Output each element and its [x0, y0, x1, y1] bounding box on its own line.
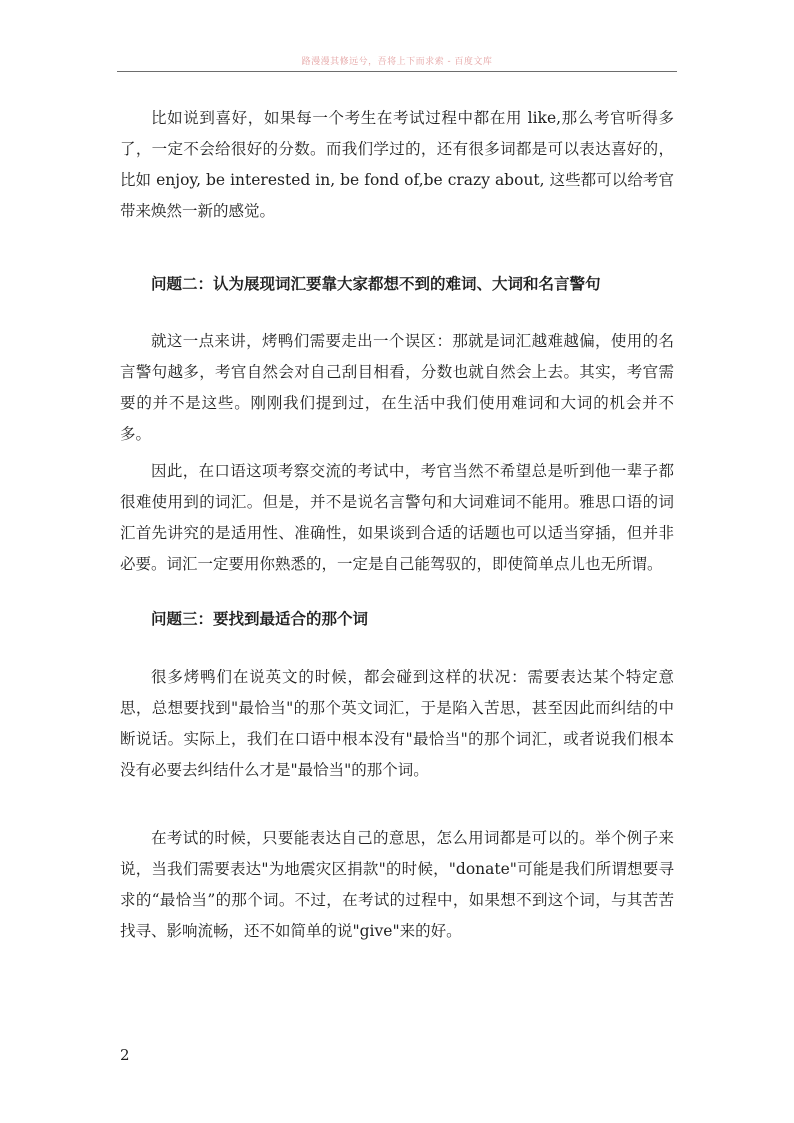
paragraph-donate-example: 在考试的时候，只要能表达自己的意思，怎么用词都是可以的。举个例子来说，当我们需要表达"为地震灾区捐款"的时候，"donate"可能是我们所谓想要寻求的“最恰当”的那个词。不过，在考试的过程中，如果想不到这个词，与其苦苦找寻、影响流畅，还不如简单的说"give"来的好。	[120, 829, 674, 940]
page-number: 2	[120, 1046, 130, 1064]
paragraph-best-word: 很多烤鸭们在说英文的时候，都会碰到这样的状况：需要表达某个特定意思，总想要找到"最恰当"的那个英文词汇，于是陷入苦思，甚至因此而纠结的中断说话。实际上，我们在口语中根本没有"最恰当"的那个词汇，或者说我们根本没有必要去纠结什么才是"最恰当"的那个词。	[120, 668, 674, 779]
paragraph-oral-vocabulary: 因此，在口语这项考察交流的考试中，考官当然不希望总是听到他一辈子都很难使用到的词汇。但是，并不是说名言警句和大词难词不能用。雅思口语的词汇首先讲究的是适用性、准确性，如果谈到合适的话题也可以适当穿插，但并非必要。词汇一定要用你熟悉的，一定是自己能驾驭的，即使简单点儿也无所谓。	[120, 462, 674, 573]
heading-problem-three: 问题三：要找到最适合的那个词	[151, 609, 369, 628]
paragraph-misconception: 就这一点来讲，烤鸭们需要走出一个误区：那就是词汇越难越偏，使用的名言警句越多，考官自然会对自己刮目相看，分数也就自然会上去。其实，考官需要的并不是这些。刚刚我们提到过，在生活中我们使用难词和大词的机会并不多。	[120, 332, 674, 443]
header-divider	[117, 71, 677, 72]
page-header: 路漫漫其修远兮，吾将上下而求索 - 百度文库	[301, 57, 493, 67]
paragraph-likes: 比如说到喜好，如果每一个考生在考试过程中都在用 like,那么考官听得多了，一定不会给很好的分数。而我们学过的，还有很多词都是可以表达喜好的，比如 enjoy, be interested in, be fond of,be crazy about, 这些都可以给考官带来焕然一新的感觉。	[120, 109, 674, 220]
heading-problem-two: 问题二：认为展现词汇要靠大家都想不到的难词、大词和名言警句	[151, 274, 601, 293]
